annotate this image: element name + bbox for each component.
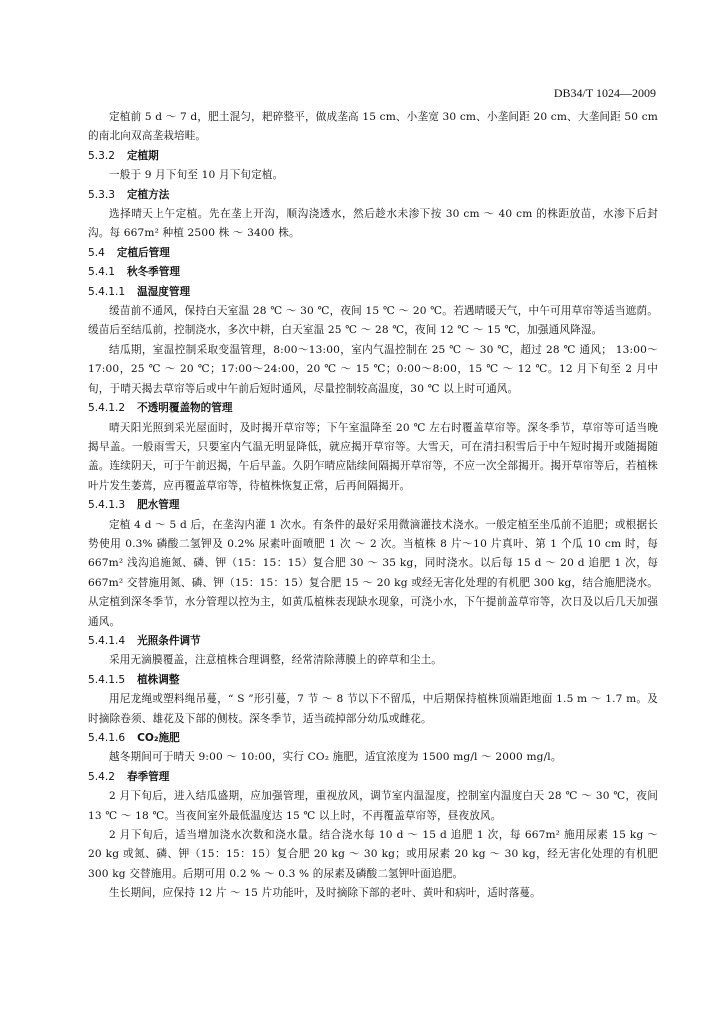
paragraph: 定植 4 d ～ 5 d 后，在垄沟内灌 1 次水。有条件的最好采用微滴灌技术浇水。一般定植至坐瓜前不追肥；或根据长势使用 0.3% 磷酸二氢钾及 0.2% 尿素叶面喷肥 1 次 ～ 2 次。当植株 8 片～10 片真叶、第 1 个瓜 10 cm 时，每 667m² 浅沟追施氮、磷、钾（15：15：15）复合肥 30 ～ 35 kg，同时浇水。以后每 15 d ～ 20 d 追肥 1 次，每 667m² 交替施用氮、磷、钾（15：15：15）复合肥 15 ～ 20 kg 或经无害化处理的有机肥 300 kg，结合施肥浇水。从定植到深冬季节，水分管理以控为主，如黄瓜植株表现缺水现象，可浇小水，下午提前盖草帘等，次日及以后几天加强通风。 [88,518,658,628]
section-heading [88,399,658,418]
section-title: 秋冬季管理 [126,266,180,279]
section-number: 5.4.1.4 [88,634,126,647]
paragraph: 越冬期间可于晴天 9:00 ～ 10:00，实行 CO₂ 施肥，适宜浓度为 1500 mg/l ～ 2000 mg/l。 [109,751,562,764]
paragraph: 晴天阳光照到采光屋面时，及时揭开草帘等；下午室温降至 20 ℃ 左右时覆盖草帘等。深冬季节，草帘等可适当晚揭早盖。一般雨雪天，只要室内气温无明显降低，就应揭开草帘等。大雪天，可在清扫积雪后于中午短时揭开或随揭随盖。连续阴天，可于午前迟揭，午后早盖。久阴乍晴应陆续间隔揭开草帘等，不应一次全部揭开。揭开草帘等后，若植株叶片发生萎蔫，应再覆盖草帘等，待植株恢复正常，后再间隔揭开。 [88,421,658,492]
standard-id: DB34/T 1024—2009 [553,86,656,100]
section-number: 5.4.1.1 [88,285,126,298]
section-number: 5.4.1 [88,266,115,279]
section-number: 5.4.1.6 [88,732,126,744]
section-number: 5.4.2 [88,770,115,783]
paragraph: 结瓜期，室温控制采取变温管理，8:00～13:00，室内气温控制在 25 ℃ ～ 30 ℃，超过 28 ℃ 通风； 13:00～17:00，25 ℃ ～ 20 ℃；17:00～24:00，20 ℃ ～ 15 ℃；0:00～8:00，15 ℃ ～ 12 ℃。12 月下旬至 2 月中旬，于晴天揭去草帘等后或中午前后短时通风，尽量控制较高温度，30 ℃ 以上时可通风。 [88,343,658,395]
section-title: 定植方法 [126,188,170,201]
section-title: 不透明覆盖物的管理 [137,402,233,415]
section-heading [88,147,658,166]
paragraph: 生长期间，应保持 12 片 ～ 15 片功能叶，及时摘除下部的老叶、黄叶和病叶，适时落蔓。 [109,887,541,900]
paragraph: 采用无滴膜覆盖，注意植株合理调整，经常清除薄膜上的碎草和尘土。 [109,654,443,667]
paragraph: 2 月下旬后，进入结瓜盛期，应加强管理，重视放风，调节室内温湿度，控制室内温度白天 28 ℃ ～ 30 ℃，夜间 13 ℃ ～ 18 ℃。当夜间室外最低温度达 15 ℃ 以上时，不再覆盖草帘等，昼夜放风。 [88,790,658,822]
section-title: 定植期 [126,149,159,162]
section-heading [88,244,658,263]
section-heading [88,263,658,282]
document-body [88,84,658,904]
section-heading [88,186,658,205]
paragraph: 选择晴天上午定植。先在垄上开沟，顺沟浇透水，然后趁水未渗下按 30 cm ～ 40 cm 的株距放苗，水渗下后封沟。每 667m² 种植 2500 株 ～ 3400 株。 [88,208,658,240]
section-heading [88,768,658,787]
paragraph: 2 月下旬后，适当增加浇水次数和浇水量。结合浇水每 10 d ～ 15 d 追肥 1 次，每 667m² 施用尿素 15 kg ～ 20 kg 或氮、磷、钾（15：15：15）复合肥 20 kg ～ 30 kg；或用尿素 20 kg ～ 30 kg，经无害化处理的有机肥 300 kg 交替施用。后期可用 0.2 % ～ 0.3 % 的尿素及磷酸二氢钾叶面追肥。 [88,829,658,880]
section-number: 5.4 [88,246,105,259]
section-heading [88,671,658,690]
section-title: 定植后管理 [116,246,170,259]
section-number: 5.4.1.5 [88,673,126,686]
section-heading [88,283,658,302]
section-title: 春季管理 [126,770,170,783]
section-title: 光照条件调节 [137,634,201,647]
paragraph: 定植前 5 d ～ 7 d，肥土混匀，耙碎整平，做成垄高 15 cm、小垄宽 30 cm、小垄间距 20 cm、大垄间距 50 cm 的南北向双高垄栽培畦。 [88,111,658,143]
section-title: CO₂施肥 [137,732,180,744]
section-number: 5.3.3 [88,188,115,201]
section-heading [88,496,658,515]
section-title: 肥水管理 [137,499,180,512]
section-number: 5.4.1.3 [88,499,126,512]
section-number: 5.3.2 [88,149,115,162]
paragraph: 一般于 9 月下旬至 10 月下旬定植。 [109,169,284,182]
section-heading [88,729,658,748]
section-heading [88,632,658,651]
section-title: 植株调整 [137,673,180,686]
section-title: 温湿度管理 [137,285,191,298]
paragraph: 缓苗前不通风，保持白天室温 28 ℃ ～ 30 ℃，夜间 15 ℃ ～ 20 ℃。若遇晴暖天气，中午可用草帘等适当遮荫。缓苗后至结瓜前，控制浇水，多次中耕，白天室温 25 ℃ ～ 28 ℃，夜间 12 ℃ ～ 15 ℃，加强通风降湿。 [88,305,658,337]
section-number: 5.4.1.2 [88,402,126,415]
paragraph: 用尼龙绳或塑料绳吊蔓，“ S ”形引蔓，7 节 ～ 8 节以下不留瓜，中后期保持植株顶端距地面 1.5 m ～ 1.7 m。及时摘除卷须、雄花及下部的侧枝。深冬季节，适当疏掉部分幼瓜或雌花。 [88,693,658,725]
